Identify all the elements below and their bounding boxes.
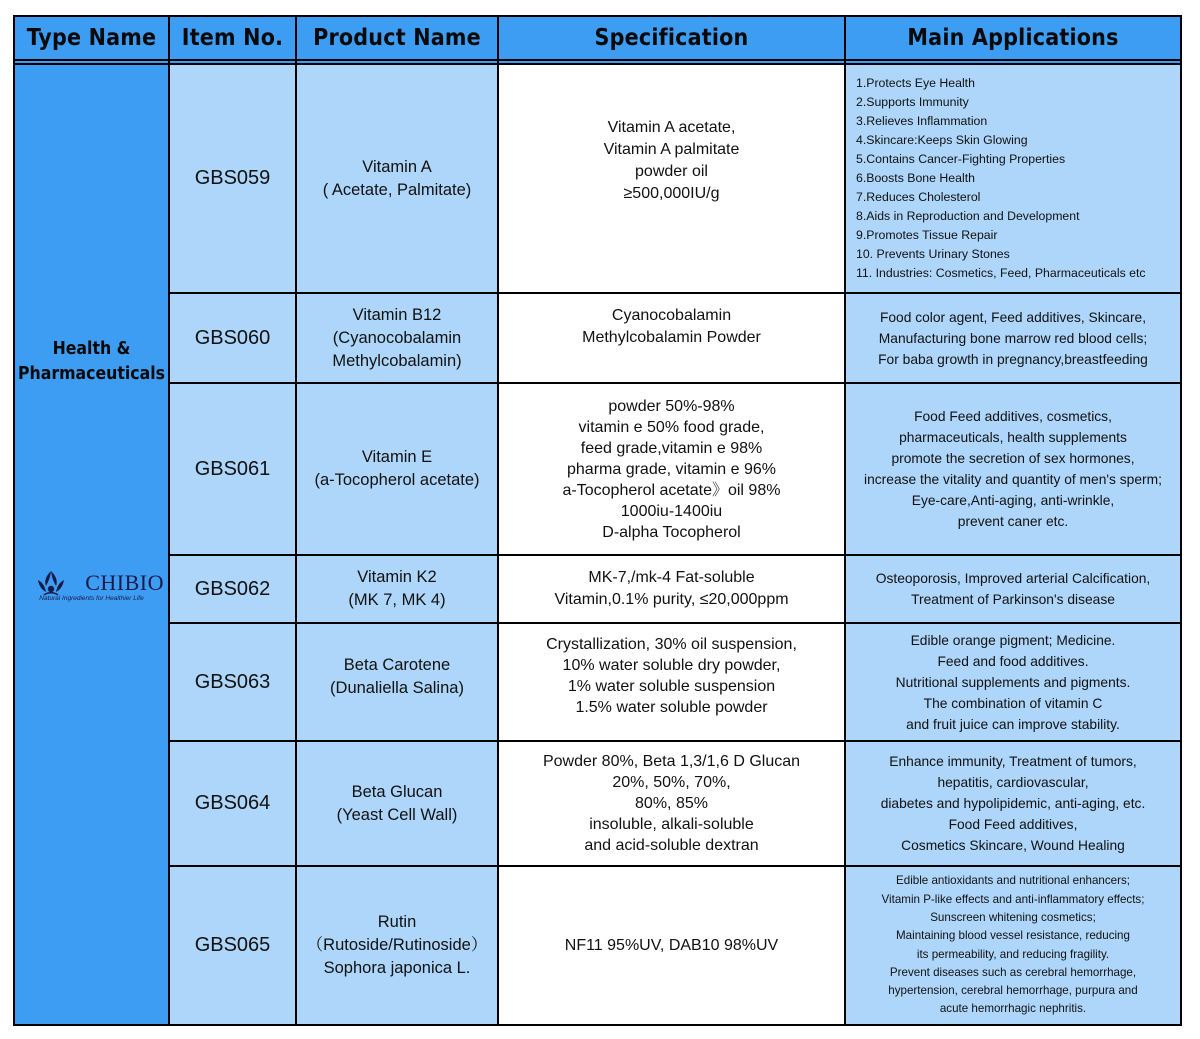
type-name-cell <box>14 64 169 1025</box>
leaf-logo-icon <box>36 570 66 596</box>
type-name-label: Health & Pharmaceuticals <box>17 339 166 384</box>
item-no-cell: GBS059 <box>169 64 296 293</box>
header-type-name: Type Name <box>14 16 169 60</box>
specification-cell: MK-7,/mk-4 Fat-soluble Vitamin,0.1% purity, ≤20,000ppm <box>498 555 845 623</box>
specification-cell: NF11 95%UV, DAB10 98%UV <box>498 866 845 1025</box>
item-no-cell: GBS064 <box>169 741 296 866</box>
product-name-cell: Vitamin E (a-Tocopherol acetate) <box>296 383 498 555</box>
table-row <box>14 866 1181 1025</box>
specification-cell: Powder 80%, Beta 1,3/1,6 D Glucan 20%, 50%, 70%, 80%, 85% insoluble, alkali-soluble and acid-soluble dextran <box>498 741 845 866</box>
product-name-cell: Rutin （Rutoside/Rutinoside） Sophora japonica L. <box>296 866 498 1025</box>
logo-name: CHIBIO <box>85 570 164 595</box>
product-name-cell: Vitamin A ( Acetate, Palmitate) <box>296 64 498 293</box>
applications-cell: 1.Protects Eye Health 2.Supports Immunity 3.Relieves Inflammation 4.Skincare:Keeps Skin Glowing 5.Contains Cancer-Fighting Properties 6.Boosts Bone Health 7.Reduces Cholesterol 8.Aids in Reproduction and Development 9.Promotes Tissue Repair 10. Prevents Urinary Stones 11. Industries: Cosmetics, Feed, Pharmaceuticals etc <box>845 64 1181 293</box>
specification-cell: Vitamin A acetate, Vitamin A palmitate powder oil ≥500,000IU/g <box>498 64 845 293</box>
specification-cell: Crystallization, 30% oil suspension, 10% water soluble dry powder, 1% water soluble suspension 1.5% water soluble powder <box>498 623 845 741</box>
product-table <box>13 15 1182 1026</box>
table-row <box>14 623 1181 741</box>
table-row <box>14 64 1181 293</box>
specification-cell: powder 50%-98% vitamin e 50% food grade, feed grade,vitamin e 98% pharma grade, vitamin e 96% a-Tocopherol acetate》oil 98% 1000iu-1400iu D-alpha Tocopherol <box>498 383 845 555</box>
applications-cell: Edible antioxidants and nutritional enhancers; Vitamin P-like effects and anti-inflammatory effects; Sunscreen whitening cosmetics; Maintaining blood vessel resistance, reducing its permeability, and reducing fragility. Prevent diseases such as cerebral hemorrhage, hypertension, cerebral hemorrhage, purpura and acute hemorrhagic nephritis. <box>845 866 1181 1025</box>
header-row <box>14 16 1181 60</box>
product-name-cell: Beta Carotene (Dunaliella Salina) <box>296 623 498 741</box>
chibio-logo <box>19 570 164 602</box>
applications-cell: Food color agent, Feed additives, Skincare, Manufacturing bone marrow red blood cells; For baba growth in pregnancy,breastfeeding <box>845 293 1181 383</box>
applications-cell: Osteoporosis, Improved arterial Calcification, Treatment of Parkinson's disease <box>845 555 1181 623</box>
logo-tagline: Natural Ingredients for Healthier Life <box>39 595 144 602</box>
product-name-cell: Beta Glucan (Yeast Cell Wall) <box>296 741 498 866</box>
table-row <box>14 741 1181 866</box>
table-row <box>14 293 1181 383</box>
applications-cell: Enhance immunity, Treatment of tumors, hepatitis, cardiovascular, diabetes and hypolipidemic, anti-aging, etc. Food Feed additives, Cosmetics Skincare, Wound Healing <box>845 741 1181 866</box>
specification-cell: Cyanocobalamin Methylcobalamin Powder <box>498 293 845 383</box>
product-name-cell: Vitamin K2 (MK 7, MK 4) <box>296 555 498 623</box>
item-no-cell: GBS061 <box>169 383 296 555</box>
item-no-cell: GBS060 <box>169 293 296 383</box>
item-no-cell: GBS065 <box>169 866 296 1025</box>
table-row <box>14 555 1181 623</box>
item-no-cell: GBS063 <box>169 623 296 741</box>
item-no-cell: GBS062 <box>169 555 296 623</box>
applications-cell: Food Feed additives, cosmetics, pharmaceuticals, health supplements promote the secretion of sex hormones, increase the vitality and quantity of men's sperm; Eye-care,Anti-aging, anti-wrinkle, prevent caner etc. <box>845 383 1181 555</box>
header-product-name: Product Name <box>296 16 498 60</box>
header-item-no: Item No. <box>169 16 296 60</box>
applications-cell: Edible orange pigment; Medicine. Feed and food additives. Nutritional supplements and pigments. The combination of vitamin C and fruit juice can improve stability. <box>845 623 1181 741</box>
table-row <box>14 383 1181 555</box>
product-name-cell: Vitamin B12 (Cyanocobalamin Methylcobalamin) <box>296 293 498 383</box>
header-specification: Specification <box>498 16 845 60</box>
header-main-applications: Main Applications <box>845 16 1181 60</box>
